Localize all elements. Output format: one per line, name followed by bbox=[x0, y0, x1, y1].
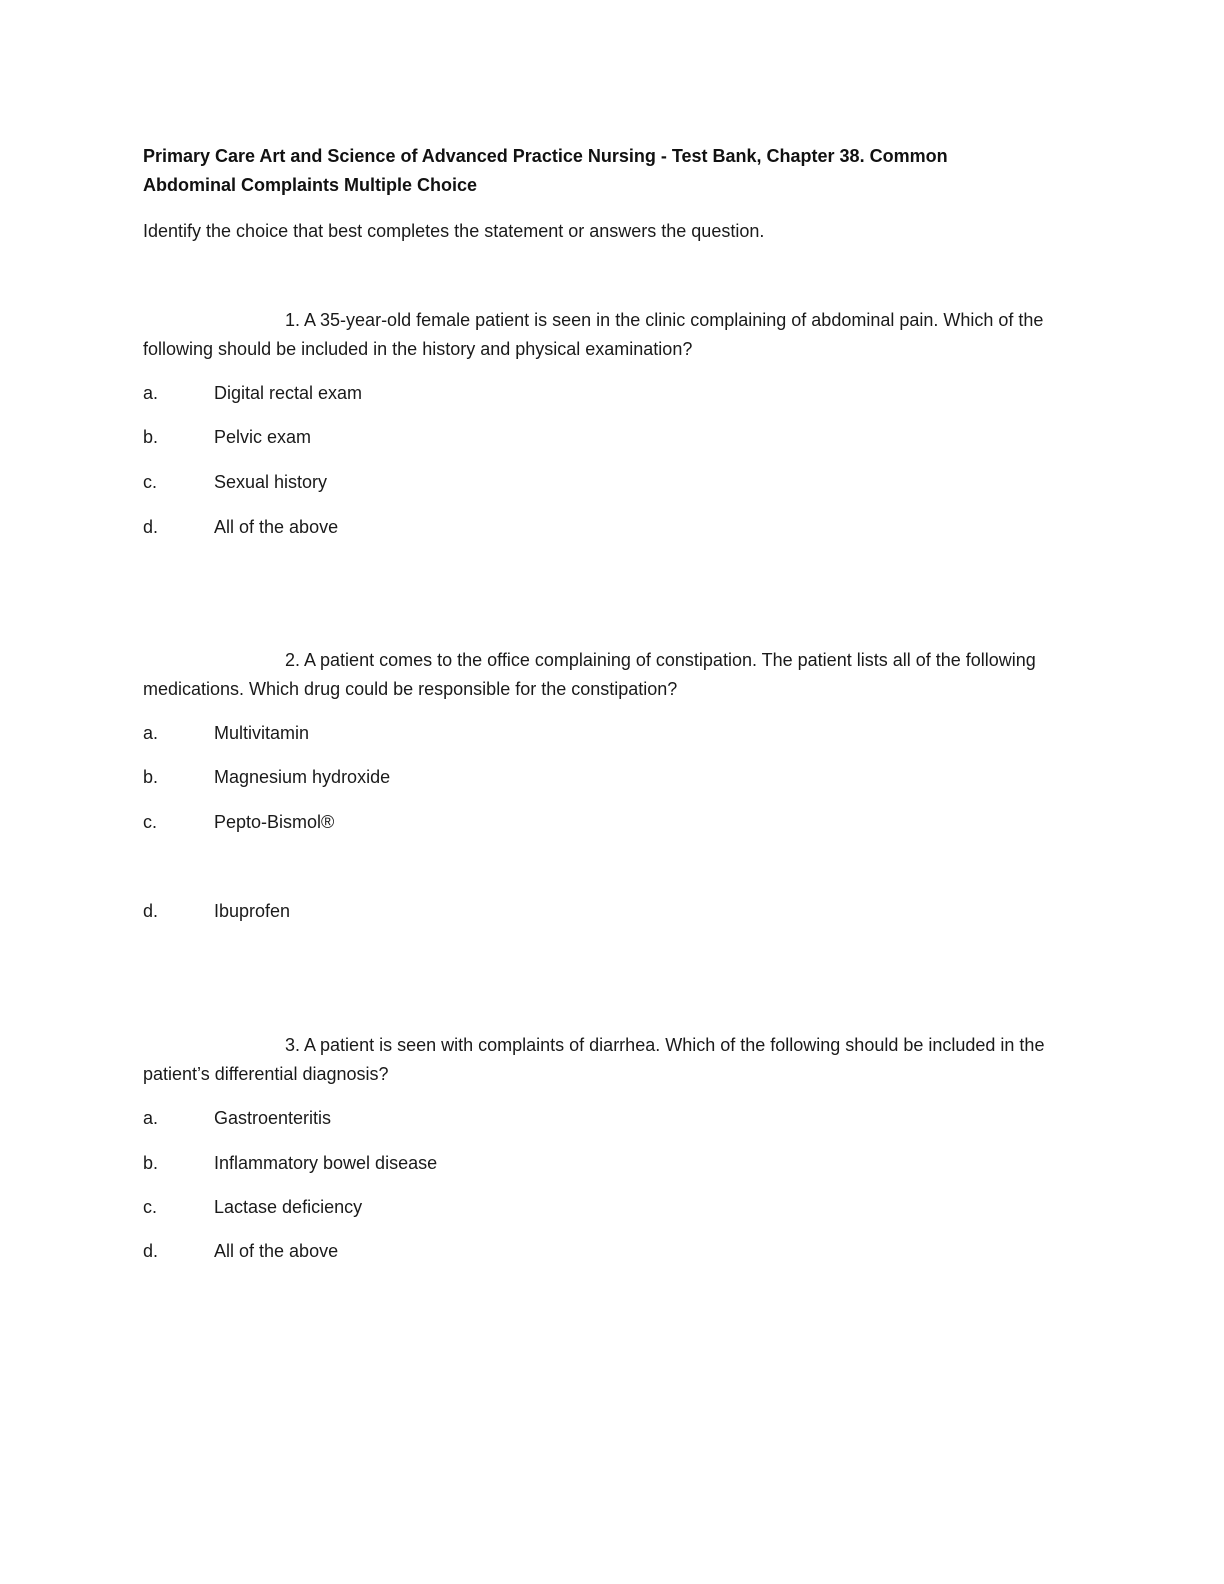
choice-item bbox=[143, 469, 327, 495]
choice-text: Magnesium hydroxide bbox=[214, 767, 391, 787]
choice-text: Digital rectal exam bbox=[214, 383, 363, 403]
choice-letter: a. bbox=[143, 383, 159, 403]
question-3 bbox=[143, 1031, 1073, 1261]
choice-item bbox=[143, 764, 390, 790]
choice-item bbox=[143, 1105, 331, 1131]
choice-text: Lactase deficiency bbox=[214, 1197, 363, 1217]
choice-letter: b. bbox=[143, 1153, 159, 1173]
question-stem: 1. A 35-year-old female patient is seen in the clinic complaining of abdominal pain. Which of the following should be included in the history and physical examination? bbox=[143, 310, 1044, 359]
choice-text: Pelvic exam bbox=[214, 427, 312, 447]
question-2 bbox=[143, 646, 1073, 921]
question-stem: 3. A patient is seen with complaints of diarrhea. Which of the following should be included in the patient’s differential diagnosis? bbox=[143, 1035, 1045, 1084]
question-stem: 2. A patient comes to the office complaining of constipation. The patient lists all of the following medications. Which drug could be responsible for the constipation? bbox=[143, 650, 1036, 699]
choice-letter: d. bbox=[143, 517, 159, 537]
choice-letter: a. bbox=[143, 723, 159, 743]
choice-letter: c. bbox=[143, 812, 158, 832]
choice-item bbox=[143, 898, 290, 924]
question-1 bbox=[143, 306, 1073, 537]
choice-text: All of the above bbox=[214, 517, 339, 537]
choice-text: Inflammatory bowel disease bbox=[214, 1153, 438, 1173]
instructions: Identify the choice that best completes the statement or answers the question. bbox=[143, 221, 765, 241]
choice-item bbox=[143, 1150, 437, 1176]
choice-item bbox=[143, 514, 338, 540]
choice-letter: a. bbox=[143, 1108, 159, 1128]
choice-text: Multivitamin bbox=[214, 723, 310, 743]
choice-text: All of the above bbox=[214, 1241, 339, 1261]
choice-text: Pepto-Bismol® bbox=[214, 812, 335, 832]
choice-text: Sexual history bbox=[214, 472, 328, 492]
choice-letter: c. bbox=[143, 472, 158, 492]
choice-item bbox=[143, 380, 362, 406]
choice-item bbox=[143, 424, 311, 450]
choice-item bbox=[143, 809, 334, 835]
document-title: Primary Care Art and Science of Advanced Practice Nursing - Test Bank, Chapter 38. Common Abdominal Complaints Multiple Choice bbox=[143, 146, 948, 195]
choice-item bbox=[143, 1194, 362, 1220]
choice-item bbox=[143, 720, 309, 746]
choice-letter: b. bbox=[143, 767, 159, 787]
choice-letter: c. bbox=[143, 1197, 158, 1217]
choice-letter: b. bbox=[143, 427, 159, 447]
choice-text: Gastroenteritis bbox=[214, 1108, 332, 1128]
choice-item bbox=[143, 1238, 338, 1264]
choice-text: Ibuprofen bbox=[214, 901, 291, 921]
choice-letter: d. bbox=[143, 1241, 159, 1261]
choice-letter: d. bbox=[143, 901, 159, 921]
